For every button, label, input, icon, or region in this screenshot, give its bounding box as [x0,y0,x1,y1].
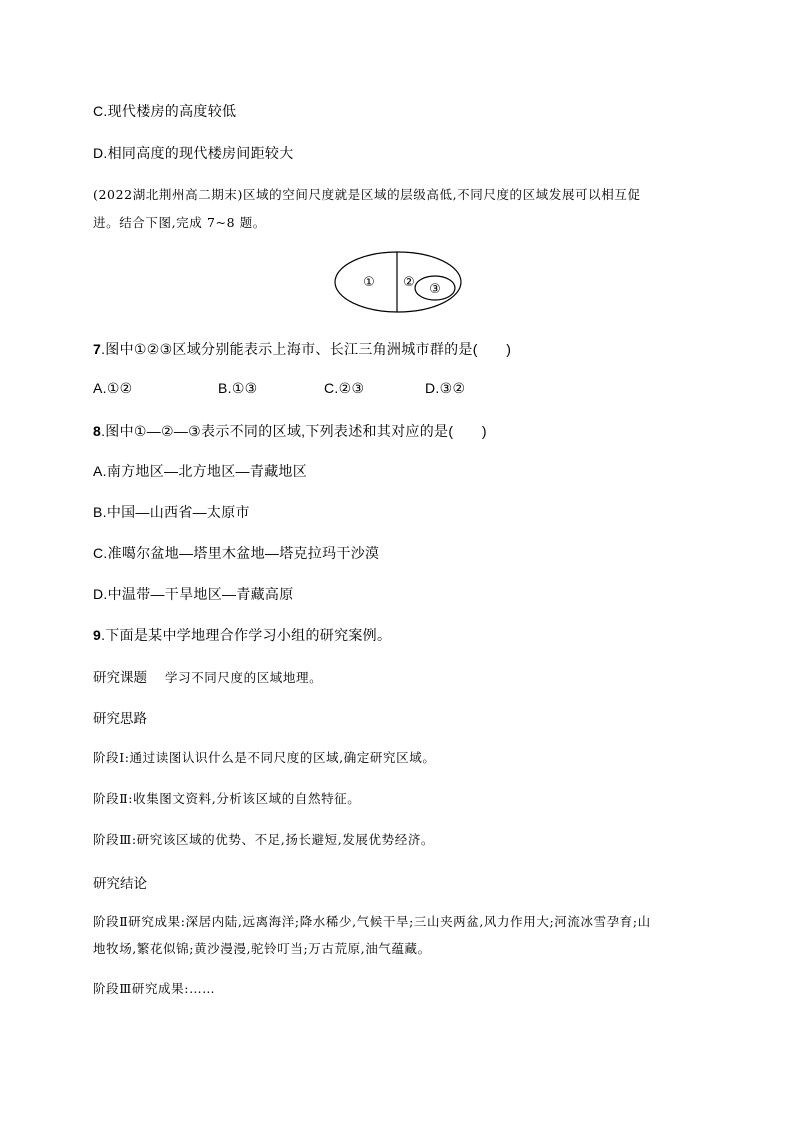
q8-stem [93,421,487,441]
research-conclusion-label: 研究结论 [93,876,147,891]
stage-2-result-line-1: 阶段Ⅱ研究成果:深居内陆,远离海洋;降水稀少,气候干旱;三山夹两盆,风力作用大;河流冰雪孕育;山 [93,914,651,929]
q8-stem-text: .图中①—②—③表示不同的区域,下列表述和其对应的是( ) [101,423,487,439]
q8-number: 8 [93,423,102,439]
outer-ellipse [335,252,461,312]
research-topic [93,666,322,687]
research-topic-label: 研究课题 [93,670,147,685]
option-c-text: C.现代楼房的高度较低 [93,103,237,119]
q7-option-a[interactable]: A.①② [93,380,133,396]
q7-option-b[interactable]: B.①③ [218,380,258,396]
q7-option-c[interactable]: C.②③ [324,380,365,396]
q8-option-a[interactable]: A.南方地区—北方地区—青藏地区 [93,463,308,479]
q8-option-b[interactable]: B.中国—山西省—太原市 [93,504,250,520]
research-topic-text: 学习不同尺度的区域地理。 [165,670,323,685]
q9-stem-text: .下面是某中学地理合作学习小组的研究案例。 [101,627,392,643]
intro-line-2: 进。结合下图,完成 7~8 题。 [93,215,266,230]
region-label-3: ③ [429,282,441,297]
q9-number: 9 [93,627,102,643]
research-approach-label: 研究思路 [93,711,147,726]
q7-number: 7 [93,341,102,357]
q7-stem [93,339,511,359]
stage-2-text: 阶段Ⅱ:收集图文资料,分析该区域的自然特征。 [93,791,361,806]
region-scale-diagram [333,250,463,314]
stage-2-result-line-2: 地牧场,繁花似锦;黄沙漫漫,驼铃叮当;万古荒原,油气蕴藏。 [93,941,431,956]
region-label-1: ① [363,275,375,290]
stage-1-text: 阶段Ⅰ:通过读图认识什么是不同尺度的区域,确定研究区域。 [93,750,436,765]
option-d-text: D.相同高度的现代楼房间距较大 [93,145,294,161]
q9-stem [93,625,391,645]
q7-option-d[interactable]: D.③② [425,380,466,396]
stage-3-result: 阶段Ⅲ研究成果:…… [93,981,216,996]
q8-option-d[interactable]: D.中温带—干旱地区—青藏高原 [93,586,294,602]
q7-stem-text: .图中①②③区域分别能表示上海市、长江三角洲城市群的是( ) [101,341,512,357]
q8-option-c[interactable]: C.准噶尔盆地—塔里木盆地—塔克拉玛干沙漠 [93,545,380,561]
stage-3-text: 阶段Ⅲ:研究该区域的优势、不足,扬长避短,发展优势经济。 [93,832,435,847]
q7-options [93,380,713,400]
intro-line-1: (2022湖北荆州高二期末)区域的空间尺度就是区域的层级高低,不同尺度的区域发展可以相互促 [93,187,641,202]
region-label-2: ② [403,275,415,290]
